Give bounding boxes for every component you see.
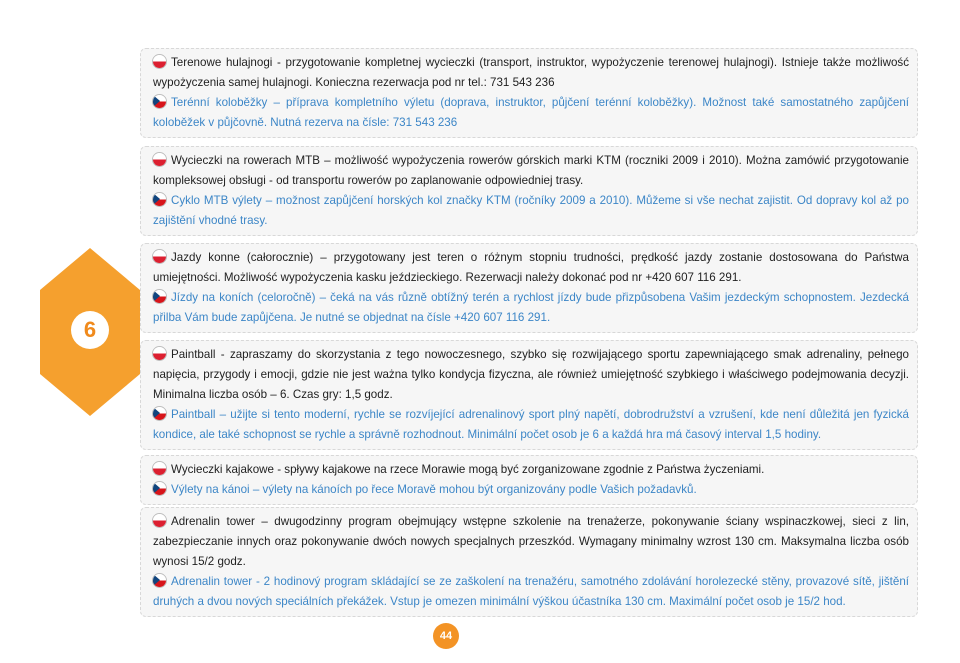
polish-flag-icon [153, 153, 166, 166]
item-cz-text: Výlety na kánoi – výlety na kánoích po řece Moravě mohou být organizovány podle Vašich požadavků. [171, 483, 697, 496]
item-box-paintball [140, 340, 918, 450]
item-cz-text: Jízdy na koních (celoročně) – čeká na vás různě obtížný terén a rychlost jízdy bude přizpůsobena Vašim jezdeckým schopnostem. Jezdecká přilba Vám bude zapůjčena. Je nutné se objednat na čísle +420 607 116 291. [153, 291, 909, 324]
item-text-cz [153, 480, 909, 500]
item-text-cz [153, 191, 909, 231]
section-number-badge: 6 [71, 311, 109, 349]
polish-flag-icon [153, 514, 166, 527]
item-box-adrenalin-tower [140, 507, 918, 617]
page-number-badge: 44 [433, 623, 459, 649]
item-cz-text: Terénní koloběžky – příprava kompletního výletu (doprava, instruktor, půjčení terénní koloběžky). Možnost také samostatného zapůjčení koloběžek v půjčovně. Nutná rezerva na čísle: 731 543 236 [153, 96, 909, 129]
czech-flag-icon [153, 193, 166, 206]
item-cz-text: Paintball – užijte si tento moderní, rychle se rozvíjející adrenalinový sport plný napětí, dobrodružství a vzrušení, kde není důležitá jen fyzická kondice, ale také schopnost se rychle a správně rozhodnout. Minimální počet osob je 6 a každá hra má časový interval 1,5 hodiny. [153, 408, 909, 441]
czech-flag-icon [153, 482, 166, 495]
item-pl-text: Adrenalin tower – dwugodzinny program obejmujący wstępne szkolenie na trenażerze, pokonywanie ściany wspinaczkowej, sieci z lin, zabezpieczanie innych oraz pokonywanie dwóch nowych specjalnych przeszkód. Wymagany minimalny wzrost 130 cm. Maksymalna liczba osób wynosi 15/2 godz. [153, 515, 909, 568]
item-text-pl [153, 248, 909, 288]
item-pl-text: Paintball - zapraszamy do skorzystania z tego nowoczesnego, szybko się rozwijającego sportu zapewniającego smak adrenaliny, pełnego napięcia, przygody i emocji, gdzie nie jest ważna tylko kondycja fizyczna, ale również umiejętność szybkiego i właściwego podejmowania decyzji. Minimalna liczba osób – 6. Czas gry: 1,5 godz. [153, 348, 909, 401]
item-cz-text: Adrenalin tower - 2 hodinový program skládající se ze zaškolení na trenažéru, samotného zdolávání horolezecké stěny, provazové sítě, jištění druhých a dvou nových speciálních překážek. Vstup je omezen minimální výškou účastníka 130 cm. Maximální počet osob je 15/2 hod. [153, 575, 909, 608]
item-text-cz [153, 405, 909, 445]
polish-flag-icon [153, 55, 166, 68]
item-text-pl [153, 512, 909, 572]
czech-flag-icon [153, 95, 166, 108]
item-pl-text: Wycieczki na rowerach MTB – możliwość wypożyczenia rowerów górskich marki KTM (roczniki 2009 i 2010). Można zamówić przygotowanie kompleksowej obsługi - od transportu rowerów po zaplanowanie odpowiedniej trasy. [153, 154, 909, 187]
czech-flag-icon [153, 574, 166, 587]
item-text-pl [153, 53, 909, 93]
item-pl-text: Terenowe hulajnogi - przygotowanie kompletnej wycieczki (transport, instruktor, wypożyczenie terenowej hulajnogi). Istnieje także możliwość wypożyczenia samej hulajnogi. Konieczna rezerwacja pod nr tel.: 731 543 236 [153, 56, 909, 89]
item-cz-text: Cyklo MTB výlety – možnost zapůjčení horských kol značky KTM (ročníky 2009 a 2010). Můžeme si vše nechat zajistit. Od dopravy kol až po zajištění vhodné trasy. [153, 194, 909, 227]
item-text-cz [153, 288, 909, 328]
polish-flag-icon [153, 347, 166, 360]
item-box-horse-riding [140, 243, 918, 333]
item-box-scooters [140, 48, 918, 138]
item-pl-text: Wycieczki kajakowe - spływy kajakowe na rzece Morawie mogą być zorganizowane zgodnie z Państwa życzeniami. [171, 463, 765, 476]
polish-flag-icon [153, 462, 166, 475]
czech-flag-icon [153, 407, 166, 420]
item-text-pl [153, 345, 909, 405]
polish-flag-icon [153, 250, 166, 263]
item-text-cz [153, 572, 909, 612]
item-text-cz [153, 93, 909, 133]
item-text-pl [153, 151, 909, 191]
item-text-pl [153, 460, 909, 480]
item-box-kayaks [140, 455, 918, 505]
item-pl-text: Jazdy konne (całorocznie) – przygotowany jest teren o różnym stopniu trudności, prędkość jazdy zostanie dostosowana do Państwa umiejętności. Możliwość wypożyczenia kasku jeździeckiego. Rezerwacji należy dokonać pod nr +420 607 116 291. [153, 251, 909, 284]
item-box-mtb [140, 146, 918, 236]
czech-flag-icon [153, 290, 166, 303]
